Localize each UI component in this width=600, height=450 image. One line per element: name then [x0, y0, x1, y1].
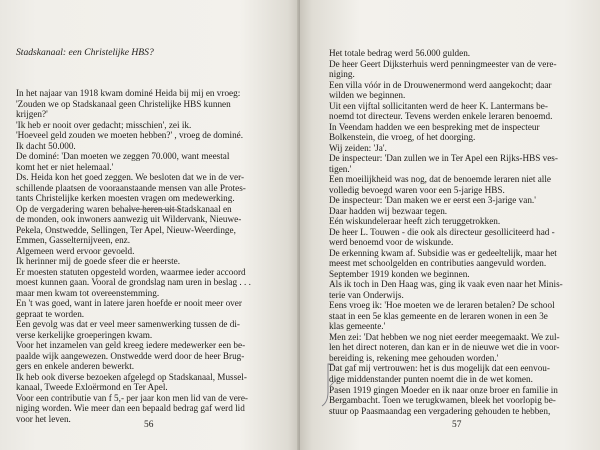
text-line: komt het er niet helemaal.' [16, 161, 114, 172]
page-number-left: 56 [144, 420, 154, 430]
text-line: volledig bevoegd waren voor een 5-jarige HBS. [329, 184, 505, 195]
text-line: werd benoemd voor de wiskunde. [329, 237, 454, 248]
left-page-text [16, 88, 278, 425]
page-title: Stadskanaal: een Christelijke HBS? [16, 47, 154, 58]
text-line: klas gemeente.' [329, 321, 386, 332]
text-line: Algemeen werd ervoor gevoeld. [16, 245, 135, 256]
text-line: 'Ik heb er nooit over gedacht; misschien', zei ik. [16, 119, 192, 130]
text-line: September 1919 konden we beginnen. [329, 268, 470, 279]
text-line: Daar hadden wij bezwaar tegen. [329, 205, 448, 216]
text-line: En 't was goed, want in latere jaren hoefde er nooit meer over [16, 298, 242, 309]
text-line: dige middenstander punten noemt die in de wet komen. [329, 373, 533, 384]
text-line: schillende plaatsen de vooraanstaande mensen van alle Protes- [16, 182, 246, 193]
text-line: maar men kwam tot overeenstemming. [16, 287, 160, 298]
text-line: Op de vergadering waren behalve heren uit Stadskanaal en [16, 203, 232, 214]
text-line: De inspecteur: 'Dan zullen we in Ter Apel een Rijks-HBS ves- [329, 153, 558, 164]
text-line: verse kerkelijke groeperingen kwam. [16, 329, 153, 340]
text-line: paalde wijk aangewezen. Onstwedde werd door de heer Brug- [16, 350, 245, 361]
text-line: Uit een vijftal sollicitanten werd de heer K. Lantermans be- [329, 100, 548, 111]
text-line: Ik heb ook diverse bezoeken afgelegd op Stadskanaal, Mussel- [16, 371, 247, 382]
text-line: Een gevolg was dat er veel meer samenwerking tussen de di- [16, 319, 240, 330]
text-line: meest met schoolgelden en contributies aangevuld worden. [329, 258, 547, 269]
text-line: Ik herinner mij de goede sfeer die er heerste. [16, 256, 181, 267]
text-line: Het totale bedrag werd 56.000 gulden. [329, 48, 471, 58]
text-line: Dat gaf mij vertrouwen: het is dus mogelijk dat een eenvou- [329, 363, 550, 374]
text-line: 'Zouden we op Stadskanaal geen Christelijke HBS kunnen [16, 98, 231, 109]
text-line: terie van Onderwijs. [329, 289, 404, 300]
text-line: wilden we beginnen. [329, 90, 406, 101]
text-line: noemd tot directeur. Tevens werden enkele leraren benoemd. [329, 111, 553, 122]
text-line: voor het leven. [16, 413, 71, 424]
text-line: In het najaar van 1918 kwam dominé Heida bij mij en vroeg: [16, 88, 241, 98]
right-page [300, 0, 600, 450]
text-line: niging. [329, 69, 355, 80]
text-line: Ds. Heida kon het goed zeggen. We besloten dat we in de ver- [16, 172, 245, 183]
text-line: len het direct noteren, dan kan er in de nieuwe wet die in voor- [329, 342, 560, 353]
text-line: bereiding is, rekening mee gehouden worden.' [329, 352, 499, 363]
text-line: staat in een 5e klas gemeente en de leraren wonen in een 3e [329, 310, 548, 321]
text-line: stuur op Paasmaandag een vergadering gehouden te hebben, [329, 405, 551, 416]
text-line: gers en enkele anderen bewerkt. [16, 361, 135, 372]
text-line: De dominé: 'Dan moeten we zeggen 70.000, want meestal [16, 151, 230, 162]
text-line: tigen.' [329, 163, 352, 174]
text-line: De erkenning kwam af. Subsidie was er gedeeltelijk, maar het [329, 247, 557, 258]
text-line: De heer Geert Dijksterhuis werd penningmeester van de vere- [329, 58, 557, 69]
text-line: moest kunnen gaan. Vooral de grondslag nam uren in beslag . . . [16, 277, 251, 288]
text-line: Eens vroeg ik: 'Hoe moeten we de leraren betalen? De school [329, 300, 555, 311]
text-line: Voor een contributie van f 5,- per jaar kon men lid van de vere- [16, 392, 248, 403]
text-line: gepraat te worden. [16, 308, 85, 319]
text-line: Bergambacht. Toen we terugkwamen, bleek het voorlopig be- [329, 395, 556, 406]
text-line: De inspecteur: 'Dan maken we er eerst een 3-jarige van.' [329, 195, 536, 206]
text-line: Wij zeiden: 'Ja'. [329, 142, 387, 153]
text-line: Er moesten statuten opgesteld worden, waarmee ieder accoord [16, 266, 246, 277]
text-line: Eén wiskundeleraar heeft zich teruggetrokken. [329, 216, 501, 227]
text-line: Pasen 1919 gingen Moeder en ik naar onze broer en familie in [329, 384, 558, 395]
text-line: In Veendam hadden we een bespreking met de inspecteur [329, 121, 540, 132]
text-line: krijgen?' [16, 109, 48, 120]
text-line: 'Hoeveel geld zouden we moeten hebben?' , vroeg de dominé. [16, 130, 244, 141]
text-line: kanaal, Tweede Exloërmond en Ter Apel. [16, 382, 168, 393]
text-line: Bolkenstein, die vroeg, of het doorging. [329, 132, 476, 143]
text-line: Een villa vóór in de Drouwenermond werd aangekocht; daar [329, 79, 552, 90]
text-line: tants Christelijke kerken moesten vragen om medewerking. [16, 193, 235, 204]
text-line: De heer L. Touwen - die ook als directeur gesolliciteerd had - [329, 226, 555, 237]
text-line: Als ik toch in Den Haag was, ging ik vaak even naar het Minis- [329, 279, 563, 290]
page-number-right: 57 [452, 420, 462, 430]
text-line: Voor het inzamelen van geld kreeg iedere medewerker een be- [16, 340, 246, 351]
text-line: Pekela, Onstwedde, Sellingen, Ter Apel, Nieuw-Weerdinge, [16, 224, 236, 235]
text-line: Ik dacht 50.000. [16, 140, 76, 151]
text-line: Emmen, Gasselternijveen, enz. [16, 235, 131, 246]
text-line: Men zei: 'Dat hebben we nog niet eerder meegemaakt. We zul- [329, 331, 560, 342]
text-line: Een moeilijkheid was nog, dat de benoemde leraren niet alle [329, 174, 551, 185]
text-line: niging worden. Wie meer dan een bepaald bedrag gaf werd lid [16, 403, 245, 414]
right-page-text [329, 48, 585, 416]
text-line: de monden, ook inwoners aanwezig uit Wildervank, Nieuwe- [16, 214, 242, 225]
